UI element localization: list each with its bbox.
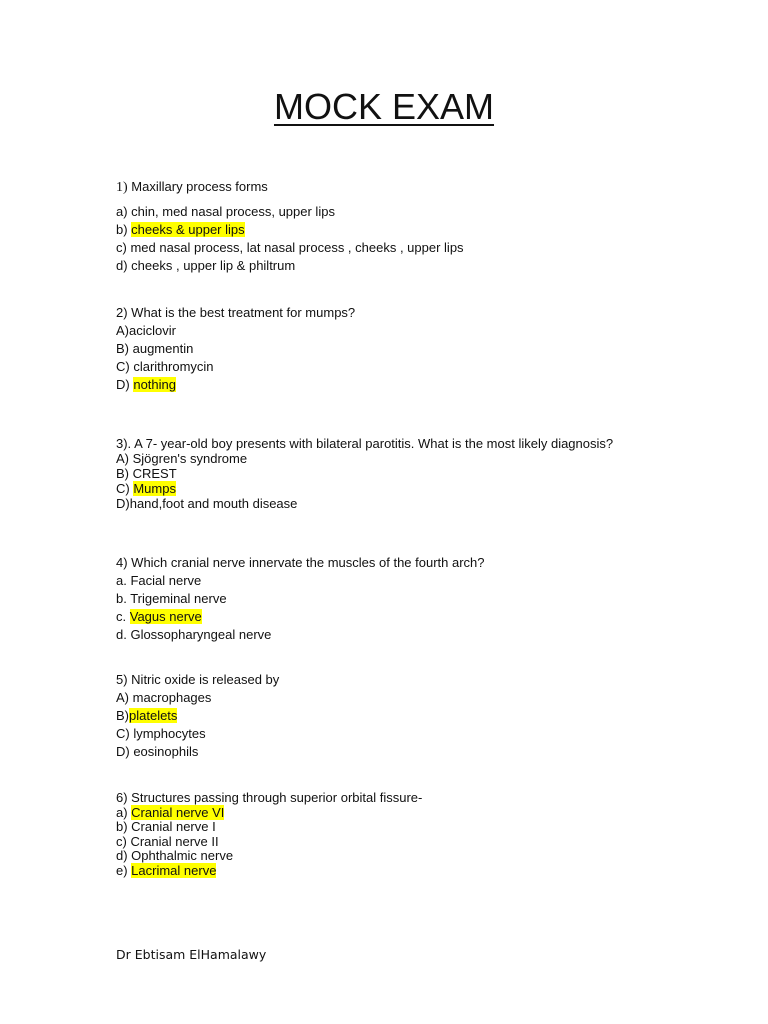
question-4 — [116, 554, 485, 644]
question-3-text: 3). A 7- year-old boy presents with bilateral parotitis. What is the most likely diagnosis? — [116, 436, 614, 451]
answer-highlight-5: platelets — [129, 708, 178, 723]
answer-highlight-6a: Cranial nerve VI — [131, 804, 225, 820]
option-6d: d) Ophthalmic nerve — [116, 848, 234, 864]
option-2b: B) augmentin — [116, 341, 194, 356]
option-6a — [116, 806, 422, 821]
option-1c: c) med nasal process, lat nasal process , cheeks , upper lips — [116, 240, 464, 255]
option-4c-label: c. — [116, 609, 130, 624]
answer-highlight-6e: Lacrimal nerve — [131, 862, 217, 878]
question-2 — [116, 304, 355, 394]
question-4-text: 4) Which cranial nerve innervate the muscles of the fourth arch? — [116, 555, 485, 570]
page-title — [0, 86, 768, 128]
question-1-number: 1) — [116, 180, 128, 195]
option-6a-label: a) — [116, 804, 132, 820]
answer-highlight-4: Vagus nerve — [129, 609, 202, 624]
option-2a: A)aciclovir — [116, 323, 176, 338]
option-2d — [116, 376, 355, 394]
question-6 — [116, 791, 422, 879]
page-title-text: MOCK EXAM — [273, 86, 495, 127]
option-6e — [116, 864, 422, 879]
answer-highlight-3: Mumps — [133, 481, 176, 496]
option-3a: A) Sjögren's syndrome — [116, 451, 248, 466]
option-2c: C) clarithromycin — [116, 359, 214, 374]
option-3c — [116, 481, 613, 496]
option-3d: D)hand,foot and mouth disease — [116, 496, 298, 511]
option-1a: a) chin, med nasal process, upper lips — [116, 204, 335, 219]
question-5-text: 5) Nitric oxide is released by — [116, 672, 280, 687]
question-1-stem: Maxillary process forms — [127, 179, 268, 194]
option-1d: d) cheeks , upper lip & philtrum — [116, 258, 296, 273]
option-6b: b) Cranial nerve I — [116, 819, 216, 835]
option-1b — [116, 221, 464, 239]
option-5c: C) lymphocytes — [116, 726, 206, 741]
option-3c-label: C) — [116, 481, 134, 496]
question-1 — [116, 178, 464, 275]
option-3b: B) CREST — [116, 466, 177, 481]
option-4d: d. Glossopharyngeal nerve — [116, 627, 272, 642]
answer-highlight-1: cheeks & upper lips — [131, 222, 245, 237]
author-footer: Dr Ebtisam ElHamalawy — [116, 947, 267, 962]
option-5b — [116, 707, 279, 725]
answer-highlight-2: nothing — [133, 377, 176, 392]
option-4b: b. Trigeminal nerve — [116, 591, 227, 606]
question-2-text: 2) What is the best treatment for mumps? — [116, 305, 356, 320]
option-5b-label: B) — [116, 708, 129, 723]
question-1-text — [116, 178, 464, 197]
question-5 — [116, 671, 279, 761]
question-3 — [116, 436, 613, 511]
option-4a: a. Facial nerve — [116, 573, 202, 588]
option-4c — [116, 608, 485, 626]
option-1b-label: b) — [116, 222, 132, 237]
question-6-text: 6) Structures passing through superior orbital fissure- — [116, 790, 423, 805]
option-2d-label: D) — [116, 377, 134, 392]
option-6e-label: e) — [116, 862, 132, 878]
option-5a: A) macrophages — [116, 690, 212, 705]
option-5d: D) eosinophils — [116, 744, 199, 759]
option-6c: c) Cranial nerve II — [116, 833, 219, 849]
